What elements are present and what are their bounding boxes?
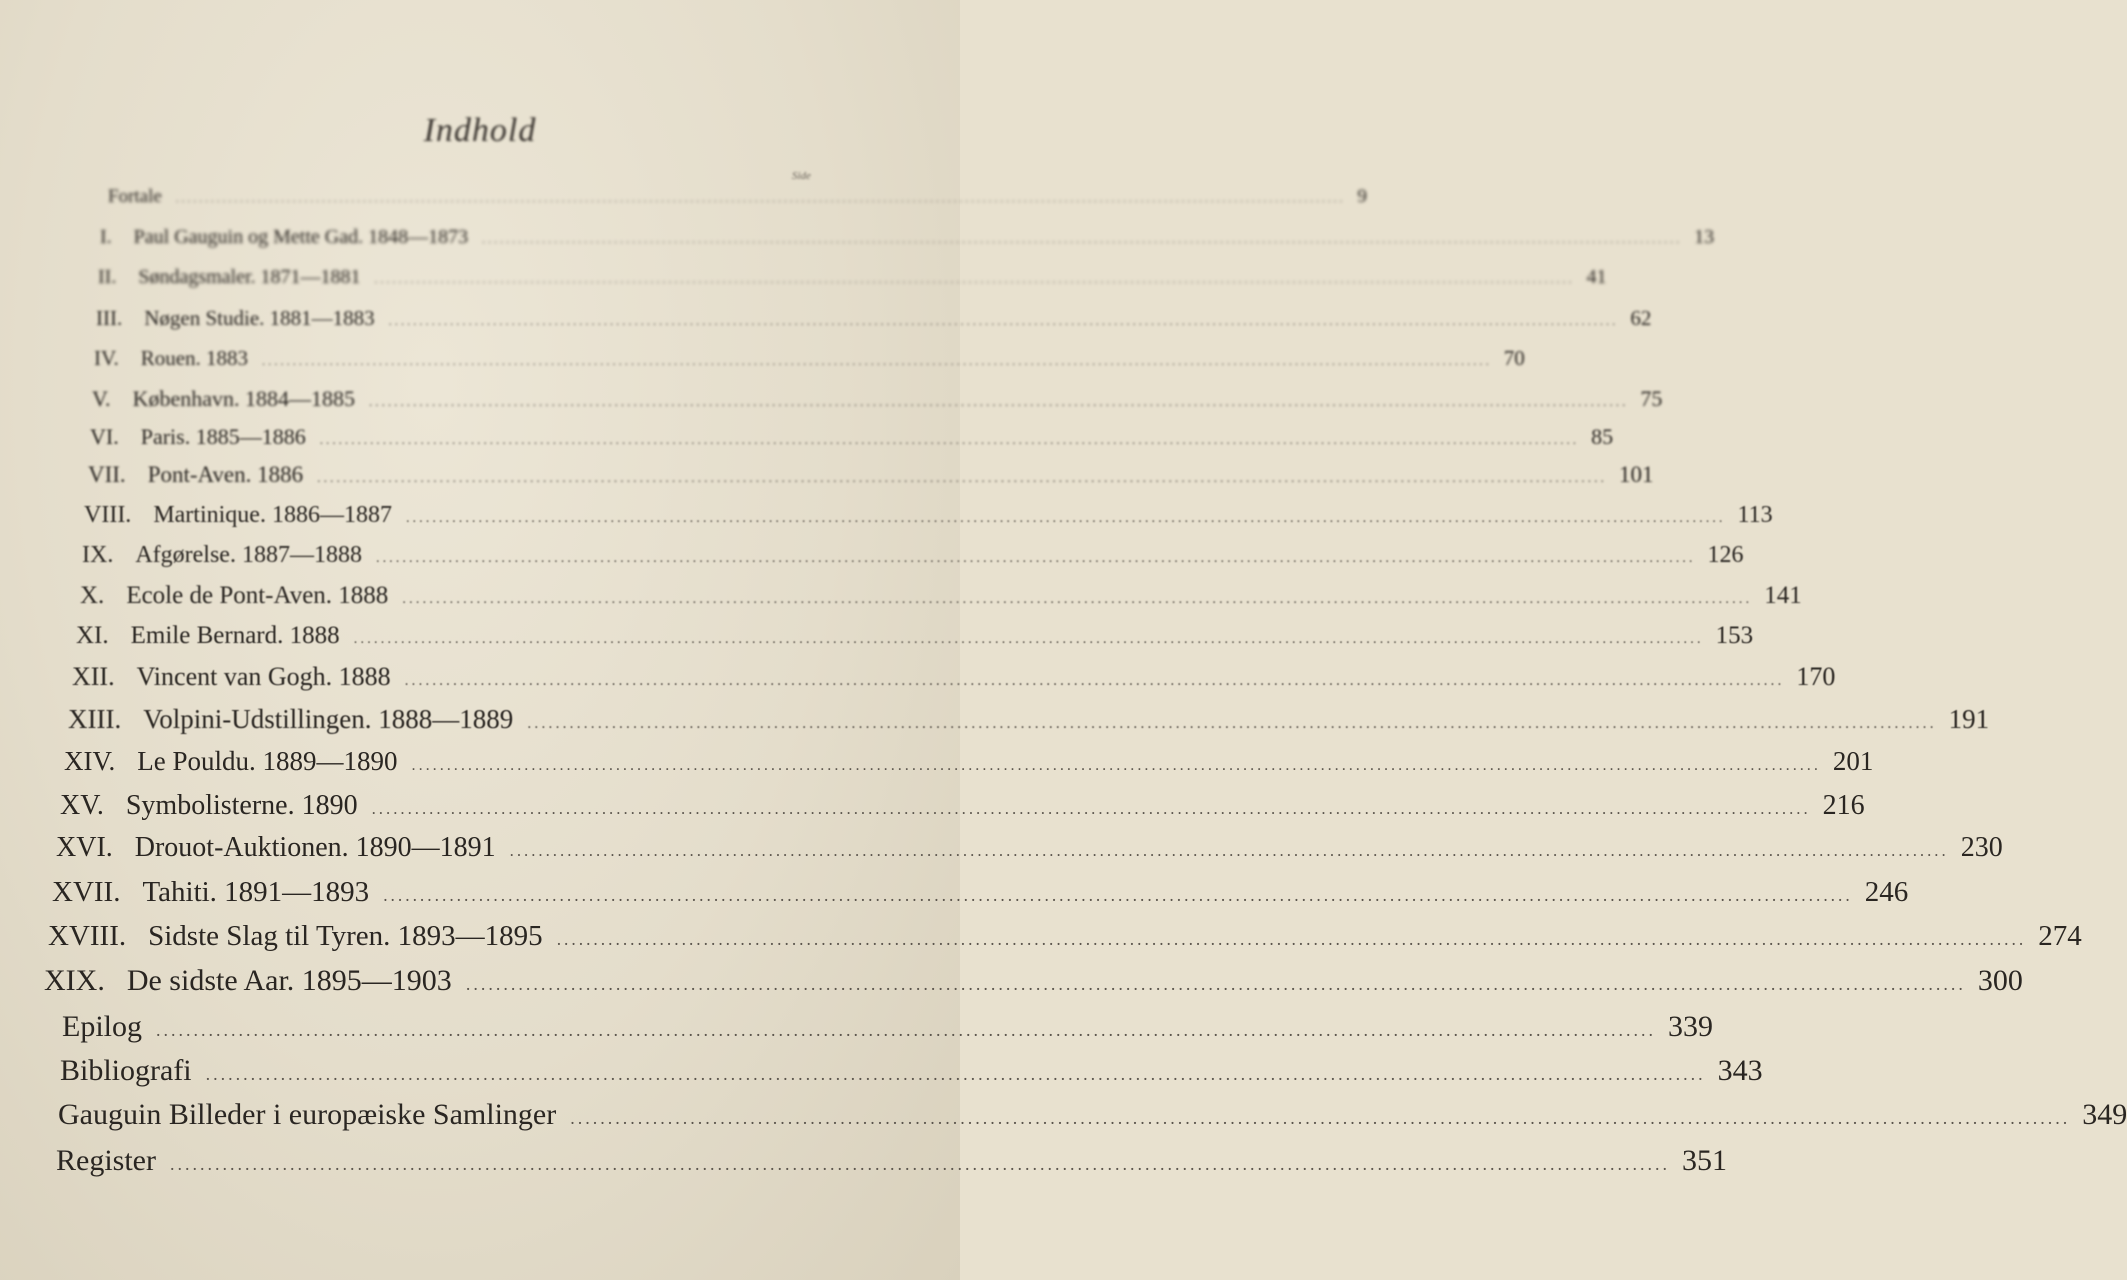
toc-entry [60,1054,1763,1098]
dot-leader: ........................................................................................................................................................................................................ [527,714,1937,732]
dot-leader: ........................................................................................................................................................................................................ [156,1020,1656,1040]
chapter-title: Paul Gauguin og Mette Gad. 1848—1873 [133,226,469,248]
toc-entry [82,542,1744,586]
dot-leader: ........................................................................................................................................................................................................ [411,756,1821,774]
page-number: 349 [2082,1098,2127,1131]
page-number: 101 [1618,462,1654,487]
chapter-title: København. 1884—1885 [132,386,355,411]
chapter-title: Symbolisterne. 1890 [125,790,358,821]
page-number: 70 [1503,346,1525,370]
toc-entry [62,1010,1713,1054]
toc-entry [44,964,2023,1008]
page-number: 13 [1694,226,1715,248]
page-number: 126 [1707,542,1744,568]
chapter-title: Fortale [108,186,162,207]
dot-leader: ........................................................................................................................................................................................................ [556,929,2027,949]
page-number: 216 [1822,790,1865,821]
chapter-number: VI. [90,424,119,449]
chapter-number: I. [100,226,112,248]
page-number: 351 [1681,1144,1727,1177]
chapter-title: Emile Bernard. 1888 [130,622,340,649]
page-title: Indhold [423,112,537,149]
page-number: 170 [1796,662,1836,691]
chapter-title: Drouot-Auktionen. 1890—1891 [134,832,496,863]
chapter-title: Afgørelse. 1887—1888 [135,542,362,568]
chapter-title: Ecole de Pont-Aven. 1888 [126,582,389,609]
page-number: 339 [1668,1010,1713,1043]
dot-leader: ........................................................................................................................................................................................................ [375,550,1696,566]
toc-entry [76,622,1754,666]
page-number: 274 [2038,920,2082,952]
chapter-title: Tahiti. 1891—1893 [142,876,370,908]
chapter-number: X. [80,582,105,609]
page-number: 113 [1737,502,1773,528]
dot-leader: ........................................................................................................................................................................................................ [388,314,1619,328]
dot-leader: ........................................................................................................................................................................................................ [319,432,1580,447]
chapter-number: XIX. [44,964,105,997]
page-number: 9 [1357,186,1367,207]
toc-entry [56,832,2003,876]
toc-entry [72,662,1836,706]
toc-entry [60,790,1865,834]
toc-entry [56,1144,1727,1188]
chapter-title: Sidste Slag til Tyren. 1893—1895 [148,920,543,952]
chapter-number: VII. [88,462,126,487]
dot-leader: ........................................................................................................................................................................................................ [465,974,1966,994]
chapter-number: XIV. [64,746,116,776]
page-number: 201 [1832,746,1874,776]
chapter-title: Nøgen Studie. 1881—1883 [144,306,375,330]
dot-leader: ........................................................................................................................................................................................................ [404,672,1785,689]
chapter-number: XVIII. [48,920,127,952]
dot-leader: ........................................................................................................................................................................................................ [570,1108,2071,1128]
chapter-title: De sidste Aar. 1895—1903 [126,964,452,997]
chapter-title: Epilog [62,1010,142,1043]
page-number: 300 [1977,964,2023,997]
toc-entry [98,266,1607,310]
dot-leader: ........................................................................................................................................................................................................ [175,193,1346,205]
chapter-title: Søndagsmaler. 1871—1881 [138,266,361,288]
dot-leader: ........................................................................................................................................................................................................ [402,591,1753,607]
chapter-number: VIII. [84,502,132,528]
toc-entry [84,502,1773,546]
toc-entry [52,876,1909,920]
dot-leader: ........................................................................................................................................................................................................ [317,470,1607,485]
chapter-title: Vincent van Gogh. 1888 [136,662,391,691]
page-number: 85 [1591,424,1614,449]
page-number: 153 [1715,622,1754,649]
chapter-number: XVI. [56,832,113,863]
chapter-number: IX. [82,542,114,568]
chapter-number: V. [92,386,111,411]
page-number: 41 [1586,266,1607,288]
chapter-number: XII. [72,662,115,691]
chapter-title: Paris. 1885—1886 [140,424,306,449]
chapter-number: XV. [60,790,104,821]
dot-leader: ........................................................................................................................................................................................................ [405,510,1726,526]
toc-entry [88,462,1654,506]
chapter-number: IV. [94,346,119,370]
chapter-title: Gauguin Billeder i europæiske Samlinger [58,1098,557,1131]
dot-leader: ........................................................................................................................................................................................................ [509,841,1949,860]
toc-entry [48,920,2082,964]
page-number: 75 [1640,386,1663,411]
toc-entry [68,704,1990,748]
chapter-number: XIII. [68,704,122,734]
page-number: 62 [1630,306,1652,330]
chapter-title: Rouen. 1883 [140,346,249,370]
dot-leader: ........................................................................................................................................................................................................ [368,394,1629,409]
toc-entry [100,226,1715,270]
page-column-label: Side [792,170,811,182]
dot-leader: ........................................................................................................................................................................................................ [482,232,1683,246]
page-number: 343 [1717,1054,1763,1087]
dot-leader: ........................................................................................................................................................................................................ [374,272,1575,286]
chapter-title: Volpini-Udstillingen. 1888—1889 [143,704,514,734]
toc-entry [108,186,1367,230]
dot-leader: ........................................................................................................................................................................................................ [353,631,1704,647]
toc-entry [96,306,1652,350]
chapter-number: II. [98,266,117,288]
toc-entry [58,1098,2127,1142]
chapter-number: XI. [76,622,109,649]
chapter-number: XVII. [52,876,121,908]
chapter-title: Register [56,1144,156,1177]
toc-entry [64,746,1874,790]
chapter-number: III. [96,306,123,330]
dot-leader: ........................................................................................................................................................................................................ [383,885,1853,905]
chapter-title: Bibliografi [60,1054,192,1087]
page-number: 141 [1764,582,1802,609]
dot-leader: ........................................................................................................................................................................................................ [371,799,1811,818]
page-number: 191 [1948,704,1990,734]
chapter-title: Pont-Aven. 1886 [147,462,304,487]
dot-leader: ........................................................................................................................................................................................................ [169,1154,1670,1174]
toc-entry [94,346,1525,390]
chapter-title: Martinique. 1886—1887 [153,502,392,528]
chapter-title: Le Pouldu. 1889—1890 [137,746,398,776]
page-number: 246 [1864,876,1909,908]
dot-leader: ........................................................................................................................................................................................................ [205,1064,1706,1084]
dot-leader: ........................................................................................................................................................................................................ [262,354,1492,368]
page-number: 230 [1960,832,2003,863]
toc-entry [80,582,1802,626]
